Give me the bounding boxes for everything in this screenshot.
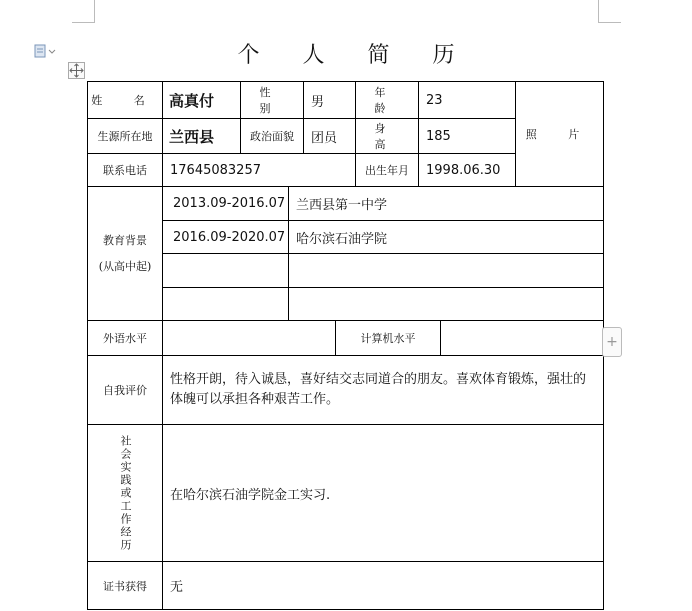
- education-period[interactable]: 2016.09-2020.07: [173, 229, 286, 245]
- gender-value[interactable]: 男: [311, 94, 325, 110]
- self-evaluation-label: 自我评价: [103, 384, 147, 397]
- height-value[interactable]: 185: [426, 128, 451, 144]
- gender-label: 性 别: [259, 86, 285, 115]
- birth-value[interactable]: 1998.06.30: [426, 162, 501, 178]
- education-school[interactable]: [289, 288, 603, 320]
- education-period[interactable]: [163, 288, 288, 320]
- social-practice-label: 社会实践或工作经历: [119, 434, 132, 552]
- education-school[interactable]: 哈尔滨石油学院: [296, 231, 388, 247]
- education-school[interactable]: 兰西县第一中学: [296, 198, 388, 213]
- certificates-value[interactable]: 无: [170, 580, 184, 595]
- name-value[interactable]: 高真付: [169, 91, 215, 110]
- page-corner-top-left: [72, 0, 95, 23]
- political-label: 政治面貌: [250, 130, 294, 143]
- foreign-language-label: 外语水平: [103, 332, 147, 345]
- age-value[interactable]: 23: [426, 92, 443, 108]
- political-value[interactable]: 团员: [311, 130, 338, 146]
- education-period[interactable]: [163, 254, 288, 287]
- page-title: 个 人 简 历: [237, 43, 473, 68]
- education-period[interactable]: 2013.09-2016.07: [173, 196, 286, 211]
- name-label: 姓 名: [91, 94, 159, 107]
- birth-label: 出生年月: [365, 164, 409, 177]
- education-label: [88, 187, 162, 320]
- self-evaluation-text[interactable]: 性格开朗，待入诚恳，喜好结交志同道合的朋友。喜欢体育锻炼，强壮的体魄可以承担各种艰苦工作。: [170, 372, 587, 407]
- foreign-language-value[interactable]: [163, 321, 335, 355]
- computer-level-label: 计算机水平: [360, 332, 416, 345]
- education-label-line2: (从高中起): [98, 259, 152, 273]
- page-corner-top-right: [598, 0, 621, 23]
- phone-label: 联系电话: [103, 164, 147, 177]
- height-label: 身 高: [374, 122, 400, 151]
- origin-value[interactable]: 兰西县: [169, 127, 215, 146]
- computer-level-value[interactable]: [441, 321, 603, 355]
- education-label-line1: 教育背景: [103, 233, 147, 247]
- age-label: 年 龄: [374, 86, 400, 115]
- education-school[interactable]: [289, 254, 603, 287]
- photo-placeholder[interactable]: 照 片: [525, 128, 594, 141]
- certificates-label: 证书获得: [103, 579, 147, 593]
- add-column-button[interactable]: +: [602, 327, 622, 357]
- phone-value[interactable]: 17645083257: [170, 162, 261, 178]
- social-practice-text[interactable]: 在哈尔滨石油学院金工实习.: [170, 487, 331, 503]
- origin-label: 生源所在地: [97, 130, 153, 143]
